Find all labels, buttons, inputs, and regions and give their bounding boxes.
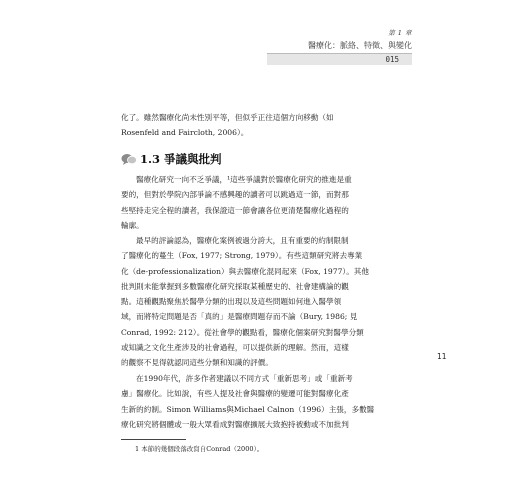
text-line: 批判則未能掌握到多數醫療化研究採取某種歷史的、社會建構論的觀 (121, 281, 349, 291)
section-heading (121, 151, 222, 167)
footnote-rule (121, 439, 186, 440)
text-line: 化（de-professionalization）與去醫療化混同起來（Fox, 1977）。其他 (121, 266, 369, 276)
text-line: 的觀察不見得就認同這些分類和知識的評價。 (121, 358, 273, 368)
text-line: 了醫療化的蔓生（Fox, 1977; Strong, 1979）。有些這類研究將去專業 (121, 251, 363, 261)
text-line: 療化研究將個體或一般大眾看成對醫療擴展大致抱持被動或不加批判 (121, 419, 349, 429)
margin-page-number: 11 (437, 352, 447, 361)
text-line: 點。這種觀點聚焦於醫學分類的出現以及這些問題如何進入醫學領 (121, 297, 342, 307)
text-line: 要的，但對於學院內部爭論不感興趣的讀者可以跳過這一節，而對那 (121, 190, 349, 200)
text-line: 些堅持走完全程的讀者，我保證這一節會讓各位更清楚醫療化過程的 (121, 205, 349, 215)
paragraph-1 (121, 172, 412, 233)
text-line: 化了。雖然醫療化尚未性別平等，但似乎正往這個方向移動（如 (121, 113, 334, 122)
text-line: 域，而將特定問題是否「真的」是醫療問題存而不論（Bury, 1986; 見 (121, 312, 358, 322)
section-number: 1.3 (140, 152, 161, 166)
text-line: 生新的約制。Simon Williams與Michael Calnon（1996）主張，多數醫 (121, 404, 375, 414)
speech-bubbles-icon (121, 153, 137, 166)
text-line: 慮」醫療化。比如說，有些人提及社會與醫療的變遷可能對醫療化產 (121, 389, 349, 399)
text-line: 輪廓。 (121, 220, 144, 230)
text-line: Rosenfeld and Faircloth, 2006）。 (121, 128, 249, 138)
text-line: 在1990年代，許多作者建議以不同方式「重新思考」或「重新考 (136, 374, 353, 383)
running-header-chapter: 第 1 章 (388, 29, 412, 37)
text-line: Conrad, 1992: 212）。從社會學的觀點看，醫療化個案研究對醫學分類 (121, 327, 364, 337)
page-number: 015 (385, 55, 399, 64)
text-line: 醫療化研究一向不乏爭議，¹這些爭議對於醫療化研究的推進是重 (136, 175, 352, 184)
running-header-subtitle: 醫療化：脈絡、特徵、與變化 (308, 41, 412, 50)
paragraph-3 (121, 371, 412, 432)
paragraph-2 (121, 233, 412, 371)
running-header-bar (267, 53, 412, 65)
footnote: 1 本節的幾個段落改寫自Conrad（2000）。 (135, 445, 264, 453)
text-line: 或知識之文化生產涉及的社會過程，可以提供新的理解。然而，這樣 (121, 343, 349, 353)
intro-paragraph (121, 110, 412, 141)
text-line: 最早的評論認為，醫療化案例被過分誇大，且有重要的約制限制 (136, 236, 349, 245)
section-title: 爭議與批判 (164, 152, 222, 166)
